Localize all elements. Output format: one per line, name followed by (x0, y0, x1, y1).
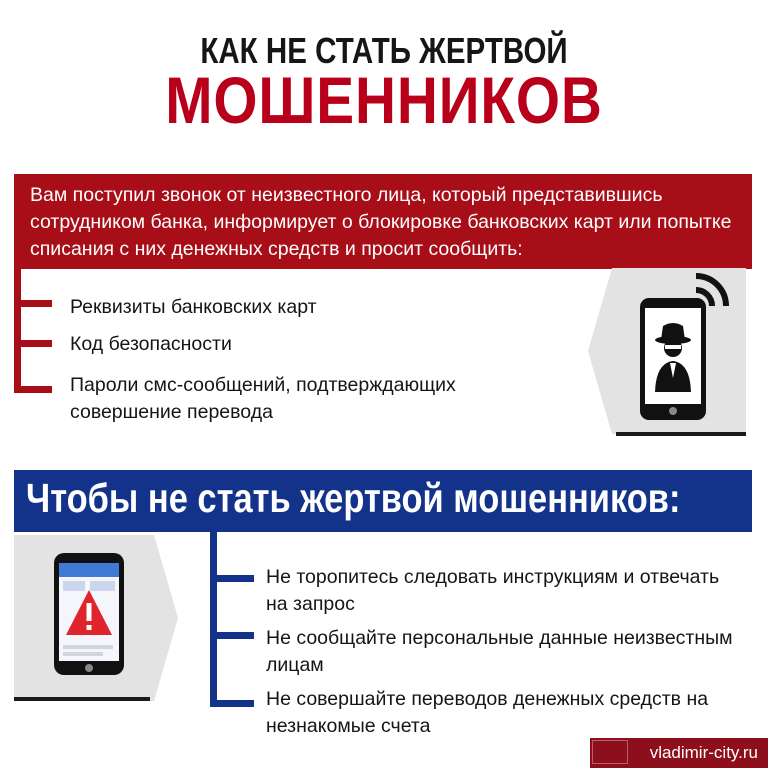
blue-banner-text: Чтобы не стать жертвой мошенников: (26, 475, 681, 521)
list-item: Реквизиты банковских карт (70, 296, 317, 318)
title-line-2: МОШЕННИКОВ (165, 63, 603, 137)
list-item: Код безопасности (70, 333, 232, 355)
red-banner-text: Вам поступил звонок от неизвестного лица, который представившись сотрудником банка, информирует о блокировке банковских карт или попытке списания с них денежных средств и просит сообщить: (30, 184, 732, 260)
city-logo-icon (592, 740, 628, 764)
list-item: Не сообщайте персональные данные неизвестным лицам (266, 627, 733, 676)
title-line-1: КАК НЕ СТАТЬ ЖЕРТВОЙ (200, 30, 568, 71)
list-item: Не совершайте переводов денежных средств на незнакомые счета (266, 688, 709, 737)
list-item: Пароли смс-сообщений, подтверждающих совершение перевода (70, 374, 456, 423)
footer-site-link[interactable]: vladimir-city.ru (649, 743, 758, 762)
list-item: Не торопитесь следовать инструкциям и отвечать на запрос (266, 566, 720, 615)
